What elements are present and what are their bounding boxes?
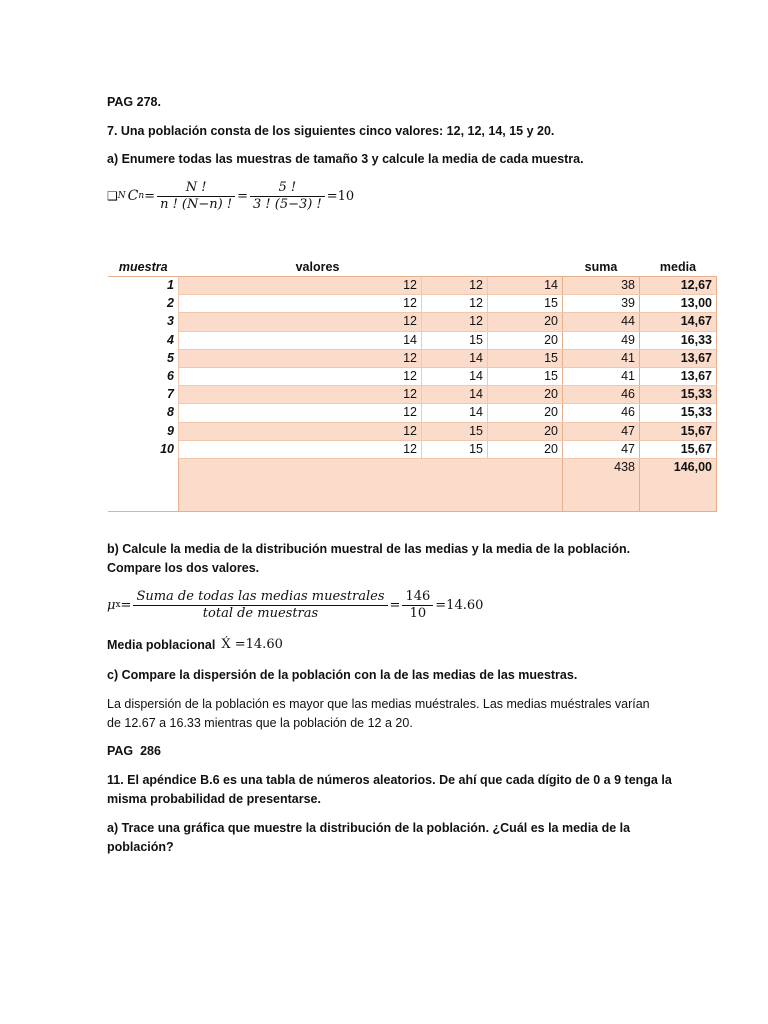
cell-media: 13,67 [640, 349, 717, 367]
cell-sample-number: 5 [167, 350, 174, 365]
cell-value-3: 15 [488, 295, 563, 313]
header-valores: valores [179, 258, 563, 277]
cell-sample-number: 4 [167, 332, 174, 347]
table-body [108, 277, 717, 512]
cell-media: 15,67 [640, 440, 717, 458]
cell-value-1: 12 [179, 277, 422, 295]
cell-value-1: 12 [179, 422, 422, 440]
cell-suma: 46 [563, 404, 640, 422]
cell-media: 16,33 [640, 331, 717, 349]
fraction-numerator: N ! [157, 180, 235, 197]
cell-value-2: 12 [422, 295, 488, 313]
fraction-text [133, 589, 387, 622]
formula-result: =10 [326, 188, 355, 204]
header-suma: suma [563, 258, 640, 277]
table-row [108, 367, 717, 385]
population-mean-line [107, 636, 283, 654]
table-header-row [108, 258, 717, 277]
fraction-denominator: 3 ! (5−3) ! [252, 196, 322, 212]
cell-media: 12,67 [640, 277, 717, 295]
fraction-numeric [250, 180, 325, 213]
cell-value-2: 14 [422, 349, 488, 367]
cell-value-1: 12 [179, 404, 422, 422]
cell-value-3: 15 [488, 367, 563, 385]
table-row [108, 440, 717, 458]
cell-value-3: 20 [488, 404, 563, 422]
problem-11-line1: 11. El apéndice B.6 es una tabla de números aleatorios. De ahí que cada dígito de 0 a 9 tenga la [107, 773, 672, 787]
part-c-answer-line1: La dispersión de la población es mayor que las medias muéstrales. Las medias muéstrales varían [107, 697, 650, 711]
cell-media: 15,33 [640, 386, 717, 404]
cell-value-3: 20 [488, 386, 563, 404]
table-row [108, 404, 717, 422]
cell-total-media: 146,00 [640, 458, 717, 511]
cell-sample-number: 2 [167, 296, 174, 311]
cell-value-2: 12 [422, 313, 488, 331]
fraction-numerator: 5 ! [250, 180, 325, 197]
part-b-question-line2: Compare los dos valores. [107, 561, 260, 575]
cell-media: 13,67 [640, 367, 717, 385]
cell-sample-number: 8 [167, 405, 174, 420]
cell-value-1: 12 [179, 313, 422, 331]
part-c-question: c) Compare la dispersión de la población con la de las medias de las muestras. [107, 668, 578, 682]
fraction-denominator: 10 [409, 605, 427, 621]
table-row [108, 349, 717, 367]
equals-sign: = [389, 597, 401, 613]
equals-sign: = [120, 597, 132, 613]
cell-media: 15,33 [640, 404, 717, 422]
part-c-answer-line2: de 12.67 a 16.33 mientras que la población de 12 a 20. [107, 716, 413, 730]
cell-value-3: 20 [488, 440, 563, 458]
cell-value-2: 14 [422, 404, 488, 422]
problem-11-part-a-line2: población? [107, 840, 174, 854]
cell-suma: 39 [563, 295, 640, 313]
cell-suma: 46 [563, 386, 640, 404]
cell-value-2: 15 [422, 440, 488, 458]
population-mean-formula: X́ =14.60 [221, 637, 283, 652]
page-reference-278: PAG 278. [107, 95, 161, 109]
cell-sample-number: 1 [167, 278, 174, 293]
table-row [108, 313, 717, 331]
part-b-question-line1: b) Calcule la media de la distribución muestral de las medias y la media de la población. [107, 542, 631, 556]
totals-row [108, 458, 717, 511]
cell-value-2: 12 [422, 277, 488, 295]
cell-value-1: 12 [179, 367, 422, 385]
population-mean-label: Media poblacional [107, 638, 216, 652]
problem-7-statement: 7. Una población consta de los siguientes cinco valores: 12, 12, 14, 15 y 20. [107, 124, 555, 138]
subscript-N: N [117, 191, 126, 201]
cell-value-1: 12 [179, 386, 422, 404]
combination-formula [107, 176, 354, 216]
cell-sample-number: 6 [167, 369, 174, 384]
cell-suma: 41 [563, 349, 640, 367]
cell-suma: 47 [563, 440, 640, 458]
fraction-denominator: n ! (N−n) ! [160, 196, 233, 212]
cell-value-2: 15 [422, 422, 488, 440]
cell-media: 13,00 [640, 295, 717, 313]
cell-sample-number: 10 [160, 441, 174, 456]
table-row [108, 386, 717, 404]
samples-table [108, 258, 717, 512]
cell-empty [108, 458, 179, 511]
problem-11-part-a-line1: a) Trace una gráfica que muestre la distribución de la población. ¿Cuál es la media de la [107, 821, 631, 835]
cell-suma: 41 [563, 367, 640, 385]
cell-value-1: 12 [179, 349, 422, 367]
cell-value-1: 12 [179, 295, 422, 313]
equals-sign: = [144, 188, 156, 204]
table-row [108, 331, 717, 349]
fraction-denominator: total de muestras [202, 605, 319, 621]
mu-symbol: μ [107, 597, 116, 613]
cell-value-2: 14 [422, 386, 488, 404]
fraction-numerator: 146 [402, 589, 433, 606]
cell-media: 15,67 [640, 422, 717, 440]
table-row [108, 295, 717, 313]
box-glyph: ❑ [107, 189, 118, 203]
fraction-numerator: Suma de todas las medias muestrales [133, 589, 387, 606]
table-row [108, 422, 717, 440]
c-symbol: C [127, 188, 139, 204]
cell-value-3: 20 [488, 422, 563, 440]
cell-sample-number: 9 [167, 423, 174, 438]
cell-value-3: 20 [488, 313, 563, 331]
cell-value-3: 20 [488, 331, 563, 349]
cell-total-suma: 438 [563, 458, 640, 511]
sample-mean-formula [107, 585, 483, 625]
fraction-numeric [402, 589, 433, 622]
cell-value-2: 14 [422, 367, 488, 385]
cell-suma: 38 [563, 277, 640, 295]
cell-sample-number: 3 [167, 314, 174, 329]
fraction-factorial [157, 180, 235, 213]
problem-11-line2: misma probabilidad de presentarse. [107, 792, 321, 806]
cell-sample-number: 7 [167, 387, 174, 402]
cell-value-3: 15 [488, 349, 563, 367]
cell-value-2: 15 [422, 331, 488, 349]
cell-value-1: 12 [179, 440, 422, 458]
header-muestra: muestra [108, 258, 179, 277]
formula-result: =14.60 [435, 597, 484, 613]
subscript-n: n [138, 191, 145, 201]
cell-suma: 49 [563, 331, 640, 349]
mu-subscript: x [115, 600, 121, 610]
cell-value-3: 14 [488, 277, 563, 295]
part-a-question: a) Enumere todas las muestras de tamaño 3 y calcule la media de cada muestra. [107, 152, 584, 166]
page-reference-286: PAG 286 [107, 744, 161, 758]
equals-sign: = [237, 188, 248, 204]
table-row [108, 277, 717, 295]
cell-suma: 47 [563, 422, 640, 440]
cell-suma: 44 [563, 313, 640, 331]
header-media: media [640, 258, 717, 277]
cell-media: 14,67 [640, 313, 717, 331]
cell-value-1: 14 [179, 331, 422, 349]
cell-empty [179, 458, 563, 511]
